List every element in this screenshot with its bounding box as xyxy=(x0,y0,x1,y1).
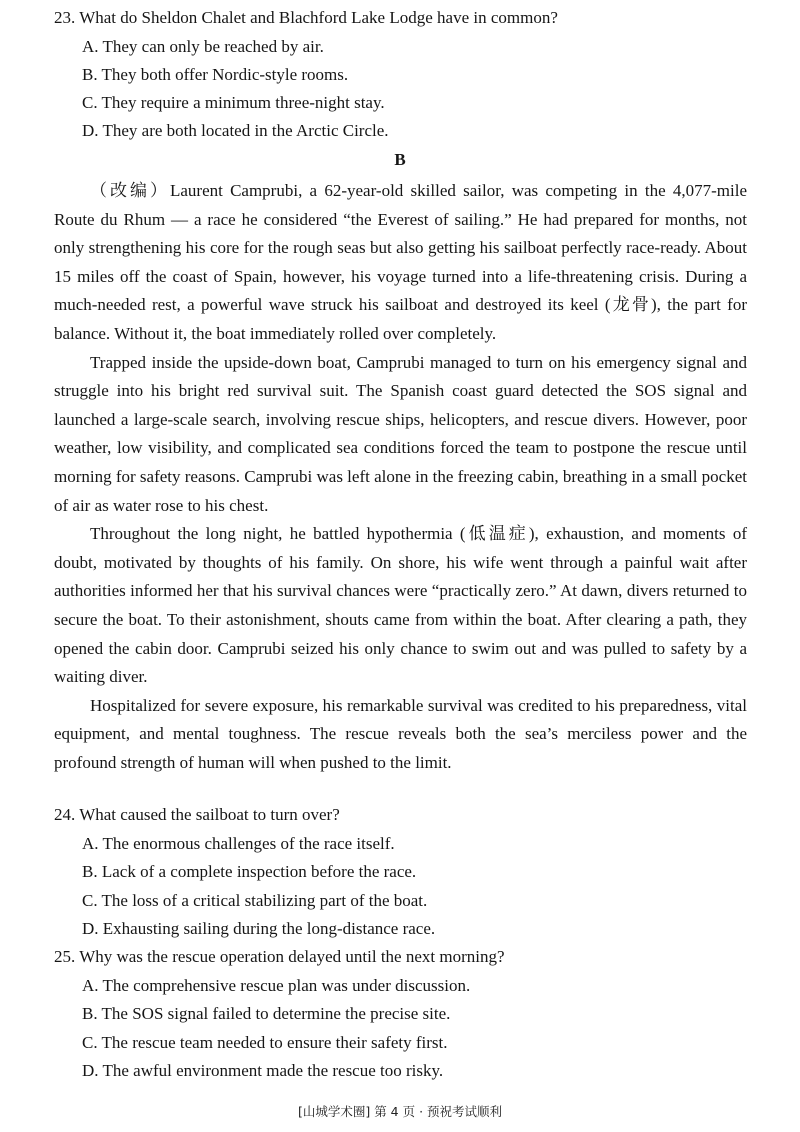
question-25-option-d: D. The awful environment made the rescue too risky. xyxy=(82,1061,444,1080)
question-24-option-c: C. The loss of a critical stabilizing part of the boat. xyxy=(82,891,428,910)
question-23-option-a: A. They can only be reached by air. xyxy=(82,37,324,56)
question-25-option-a: A. The comprehensive rescue plan was under discussion. xyxy=(82,976,471,995)
question-24-option-d: D. Exhausting sailing during the long-distance race. xyxy=(82,919,436,938)
passage-paragraph-4: Hospitalized for severe exposure, his remarkable survival was credited to his preparedness, vital equipment, and mental toughness. The rescue reveals both the sea’s merciless power and the profound strength of human will when pushed to the limit. xyxy=(54,695,747,772)
question-25-option-b: B. The SOS signal failed to determine the precise site. xyxy=(82,1004,451,1023)
question-23-option-b: B. They both offer Nordic-style rooms. xyxy=(82,65,349,84)
passage-paragraph-2: Trapped inside the upside-down boat, Camprubi managed to turn on his emergency signal and struggle into his bright red survival suit. The Spanish coast guard detected the SOS signal and launched a large-scale search, involving rescue ships, helicopters, and rescue divers. However, poor weather, low visibility, and complicated sea conditions forced the team to postpone the rescue until morning for safety reasons. Camprubi was left alone in the freezing cabin, breathing in a small pocket of air as water rose to his chest. xyxy=(54,352,747,515)
passage-paragraph-3: Throughout the long night, he battled hypothermia (低温症), exhaustion, and moments of doubt, motivated by thoughts of his family. On shore, his wife went through a painful wait after authorities informed her that his survival chances were “practically zero.” At dawn, divers returned to secure the boat. To their astonishment, shouts came from within the boat. After clearing a path, they opened the cabin door. Camprubi seized his only chance to swim out and was pulled to safety by a waiting diver. xyxy=(54,524,747,687)
question-23-option-d: D. They are both located in the Arctic Circle. xyxy=(82,121,389,140)
question-25-stem: 25. Why was the rescue operation delayed until the next morning? xyxy=(54,947,505,966)
passage-paragraph-1: （改编）Laurent Camprubi, a 62-year-old skilled sailor, was competing in the 4,077-mile Route du Rhum — a race he considered “the Everest of sailing.” He had prepared for months, not only strengthening his core for the rough seas but also getting his sailboat perfectly race-ready. About 15 miles off the coast of Spain, however, his voyage turned into a life-threatening crisis. During a much-needed rest, a powerful wave struck his sailboat and destroyed its keel (龙骨), the part for balance. Without it, the boat immediately rolled over completely. xyxy=(54,181,747,343)
page-footer: [山城学术圈] 第 4 页 · 预祝考试顺利 xyxy=(297,1104,503,1119)
reading-passage xyxy=(54,177,747,777)
question-25-option-c: C. The rescue team needed to ensure their safety first. xyxy=(82,1033,448,1052)
question-24-option-a: A. The enormous challenges of the race itself. xyxy=(82,834,395,853)
question-23-option-c: C. They require a minimum three-night stay. xyxy=(82,93,385,112)
section-title: B xyxy=(394,150,406,169)
question-24-option-b: B. Lack of a complete inspection before the race. xyxy=(82,862,417,881)
question-24-stem: 24. What caused the sailboat to turn over? xyxy=(54,805,340,824)
question-23-stem: 23. What do Sheldon Chalet and Blachford Lake Lodge have in common? xyxy=(54,8,558,27)
